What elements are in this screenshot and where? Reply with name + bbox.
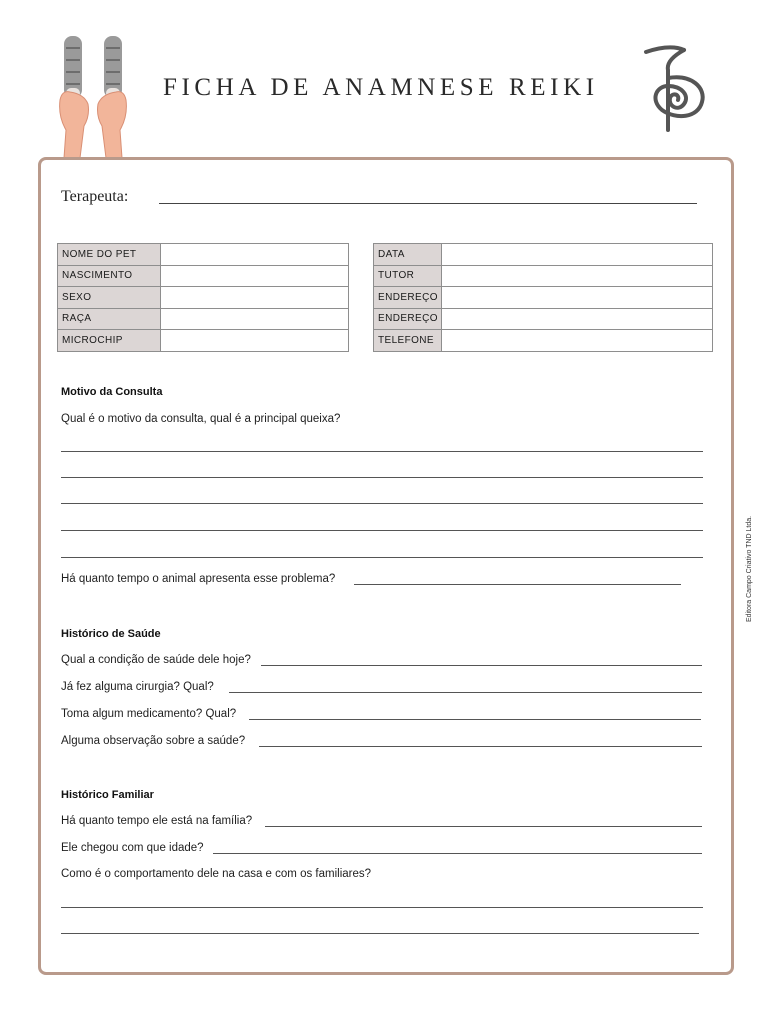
answer-line[interactable] (61, 477, 703, 478)
question-behavior: Como é o comportamento dele na casa e com os familiares? (61, 868, 372, 880)
field-value-cell[interactable] (442, 244, 713, 266)
field-label: NASCIMENTO (58, 265, 161, 287)
question-problem-duration: Há quanto tempo o animal apresenta esse problema? (61, 573, 336, 585)
field-label: DATA (374, 244, 442, 266)
hands-holding-paws-illustration (58, 30, 138, 158)
field-value-cell[interactable] (161, 308, 349, 330)
section-title-family: Histórico Familiar (61, 789, 154, 801)
table-row (374, 265, 713, 287)
table-row (374, 287, 713, 309)
therapist-input-line[interactable] (159, 203, 697, 204)
answer-line[interactable] (354, 584, 681, 585)
answer-line[interactable] (61, 503, 703, 504)
owner-info-table (373, 243, 713, 352)
question-health-notes: Alguma observação sobre a saúde? (61, 735, 246, 747)
field-label: ENDEREÇO (374, 308, 442, 330)
table-row (58, 244, 349, 266)
answer-line[interactable] (61, 557, 703, 558)
answer-line[interactable] (61, 451, 703, 452)
field-value-cell[interactable] (161, 265, 349, 287)
field-label: TELEFONE (374, 330, 442, 352)
table-row (374, 330, 713, 352)
table-row (374, 308, 713, 330)
section-title-consult: Motivo da Consulta (61, 386, 163, 398)
field-label: ENDEREÇO (374, 287, 442, 309)
answer-line[interactable] (259, 746, 702, 747)
question-arrival-age: Ele chegou com que idade? (61, 842, 204, 854)
answer-line[interactable] (229, 692, 702, 693)
table-row (58, 308, 349, 330)
field-label: NOME DO PET (58, 244, 161, 266)
field-value-cell[interactable] (442, 330, 713, 352)
pet-info-table (57, 243, 349, 352)
field-value-cell[interactable] (161, 287, 349, 309)
field-label: SEXO (58, 287, 161, 309)
table-row (374, 244, 713, 266)
answer-line[interactable] (261, 665, 702, 666)
answer-line[interactable] (61, 530, 703, 531)
field-value-cell[interactable] (161, 244, 349, 266)
therapist-label: Terapeuta: (61, 188, 129, 205)
answer-line[interactable] (249, 719, 701, 720)
section-title-health: Histórico de Saúde (61, 628, 161, 640)
field-label: TUTOR (374, 265, 442, 287)
question-health-condition: Qual a condição de saúde dele hoje? (61, 654, 251, 666)
table-row (58, 287, 349, 309)
answer-line[interactable] (265, 826, 702, 827)
field-label: RAÇA (58, 308, 161, 330)
question-time-in-family: Há quanto tempo ele está na família? (61, 815, 253, 827)
question-consult-reason: Qual é o motivo da consulta, qual é a principal queixa? (61, 413, 341, 425)
field-label: MICROCHIP (58, 330, 161, 352)
cho-ku-rei-reiki-symbol (640, 40, 712, 136)
answer-line[interactable] (213, 853, 702, 854)
answer-line[interactable] (61, 933, 699, 934)
question-surgery: Já fez alguma cirurgia? Qual? (61, 681, 214, 693)
field-value-cell[interactable] (161, 330, 349, 352)
field-value-cell[interactable] (442, 308, 713, 330)
field-value-cell[interactable] (442, 287, 713, 309)
answer-line[interactable] (61, 907, 703, 908)
field-value-cell[interactable] (442, 265, 713, 287)
table-row (58, 265, 349, 287)
question-medication: Toma algum medicamento? Qual? (61, 708, 237, 720)
table-row (58, 330, 349, 352)
publisher-note: Editora Campo Criativo TND Ltda. (746, 515, 753, 622)
page-title: FICHA DE ANAMNESE REIKI (163, 74, 599, 101)
